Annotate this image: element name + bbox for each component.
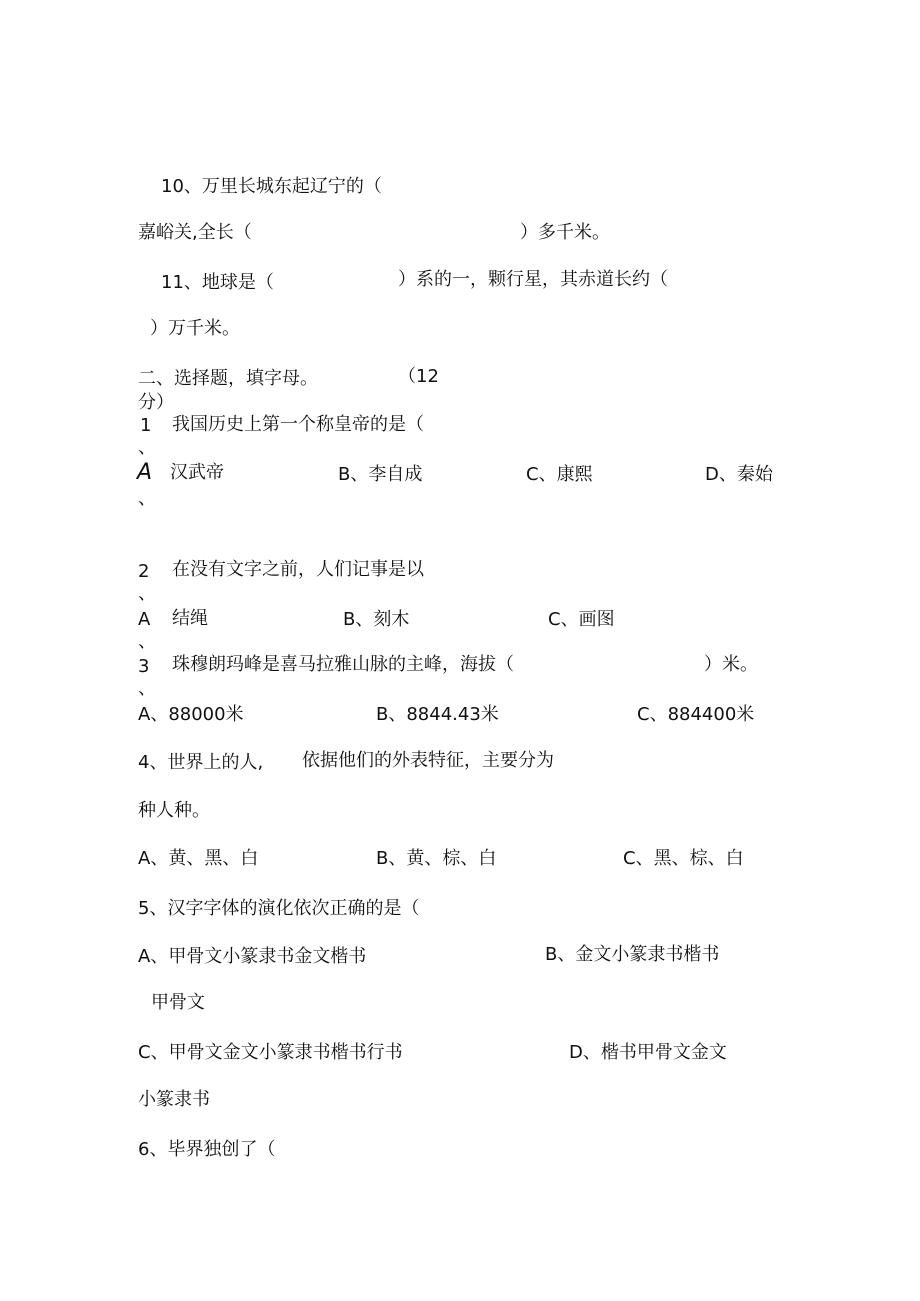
q5-option-b: B、金文小篆隶书楷书 [545, 944, 720, 965]
q5-option-b-continued: 甲骨文 [151, 992, 205, 1013]
q4-text-start: 4、世界上的人, [138, 752, 264, 773]
q2-number: 2 [138, 561, 150, 582]
q2-number-comma: 、 [138, 583, 156, 604]
q4-text-end: 种人种。 [138, 800, 210, 821]
q4-option-b: B、黄、棕、白 [376, 848, 497, 869]
q6-text: 6、毕界独创了（ [138, 1139, 276, 1160]
q1-option-a-letter: A [137, 460, 153, 485]
q5-text: 5、汉字字体的演化依次正确的是（ [138, 898, 420, 919]
q1-option-a-comma: 、 [138, 488, 156, 509]
q2-option-a: 结绳 [172, 608, 208, 629]
q1-option-b: B、李自成 [338, 464, 423, 485]
q3-option-b: B、8844.43米 [376, 704, 499, 725]
q5-option-c: C、甲骨文金文小篆隶书楷书行书 [138, 1042, 403, 1063]
q11-line1-start: 11、地球是（ [161, 272, 274, 293]
q10-line2-end: ）多千米。 [520, 222, 610, 243]
q1-option-a: 汉武帝 [170, 462, 224, 483]
q1-option-d: D、秦始 [705, 464, 773, 485]
q2-option-a-letter: A [138, 609, 151, 630]
q3-number-comma: 、 [138, 678, 156, 699]
q3-number: 3 [138, 656, 150, 677]
q2-text: 在没有文字之前，人们记事是以 [172, 559, 424, 580]
q10-line1: 10、万里长城东起辽宁的（ [161, 176, 382, 197]
q4-option-c: C、黑、棕、白 [623, 848, 744, 869]
q1-option-c: C、康熙 [526, 464, 593, 485]
q5-option-d: D、楷书甲骨文金文 [569, 1042, 727, 1063]
section2-score-b: 分） [138, 392, 174, 413]
q3-option-c: C、884400米 [637, 704, 755, 725]
q2-option-c: C、画图 [548, 609, 615, 630]
q11-line1-end: ）系的一，颗行星，其赤道长约（ [398, 269, 668, 290]
q1-text: 我国历史上第一个称皇帝的是（ [172, 414, 424, 435]
q5-option-a: A、甲骨文小篆隶书金文楷书 [138, 946, 367, 967]
q5-option-d-continued: 小篆隶书 [138, 1089, 210, 1110]
section2-score-a: （12 [398, 366, 439, 387]
q3-text-end: ）米。 [704, 654, 758, 675]
q2-option-a-comma: 、 [138, 631, 156, 652]
q1-number-comma: 、 [138, 437, 156, 458]
q10-line2-start: 嘉峪关,全长（ [138, 222, 252, 243]
q4-text-middle: 依据他们的外表特征，主要分为 [302, 750, 554, 771]
q4-option-a: A、黄、黑、白 [138, 848, 259, 869]
q3-option-a: A、88000米 [138, 704, 244, 725]
q3-text-start: 珠穆朗玛峰是喜马拉雅山脉的主峰，海拔（ [172, 654, 514, 675]
q11-line2: ）万千米。 [150, 318, 240, 339]
q2-option-b: B、刻木 [343, 609, 410, 630]
section2-heading: 二、选择题，填字母。 [138, 368, 318, 389]
q1-number: 1 [140, 415, 152, 436]
